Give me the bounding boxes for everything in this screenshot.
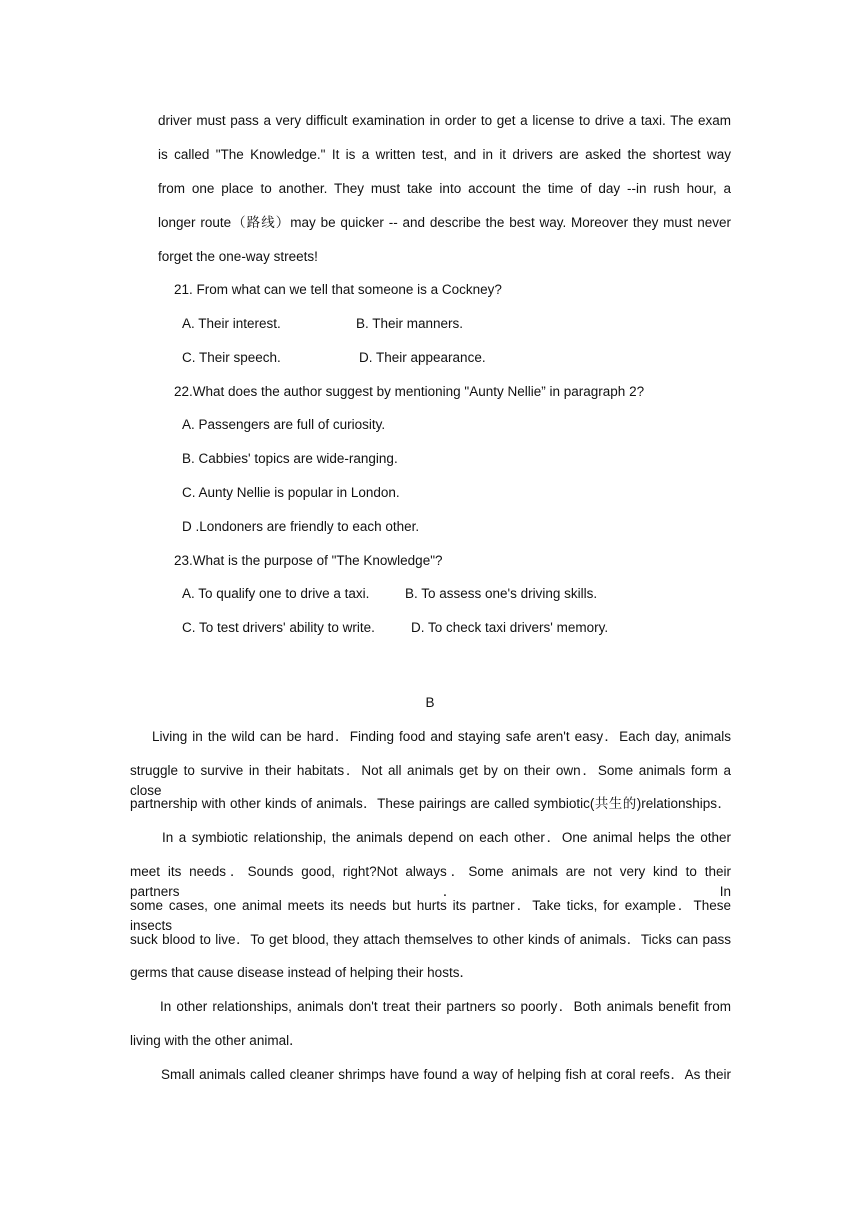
question-23-option-d: D. To check taxi drivers' memory. xyxy=(411,620,609,635)
section-b-line-9: In other relationships, animals don't treat their partners so poorly．Both animals benefit from xyxy=(160,999,731,1014)
question-23-option-b: B. To assess one's driving skills. xyxy=(405,586,598,601)
question-22-option-d: D .Londoners are friendly to each other. xyxy=(182,519,420,534)
passage-a-line-3: from one place to another. They must take into account the time of day --in rush hour, a xyxy=(158,181,731,196)
question-21-option-b: B. Their manners. xyxy=(356,316,464,331)
section-b-line-10: living with the other animal． xyxy=(130,1033,303,1048)
question-21-option-c: C. Their speech. xyxy=(182,350,281,365)
question-22-option-a: A. Passengers are full of curiosity. xyxy=(182,417,386,432)
section-b-line-2: struggle to survive in their habitats．Not all animals get by on their own．Some animals form a close xyxy=(130,763,731,798)
question-21-option-d: D. Their appearance. xyxy=(359,350,486,365)
section-b-line-7: suck blood to live．To get blood, they attach themselves to other kinds of animals．Ticks can pass xyxy=(130,932,731,947)
question-22-option-c: C. Aunty Nellie is popular in London. xyxy=(182,485,400,500)
question-21-stem: 21. From what can we tell that someone is a Cockney? xyxy=(174,282,502,297)
section-b-line-5: meet its needs．Sounds good, right?Not always．Some animals are not very kind to their partners．In xyxy=(130,864,731,899)
passage-a-line-2: is called "The Knowledge." It is a written test, and in it drivers are asked the shortest way xyxy=(158,147,731,162)
section-b-line-11: Small animals called cleaner shrimps have found a way of helping fish at coral reefs．As their xyxy=(161,1067,731,1082)
question-23-option-a: A. To qualify one to drive a taxi. xyxy=(182,586,370,601)
section-b-heading: B xyxy=(425,695,435,710)
passage-a-line-5: forget the one-way streets! xyxy=(158,249,318,264)
question-21-option-a: A. Their interest. xyxy=(182,316,281,331)
passage-a-line-4: longer route（路线）may be quicker -- and describe the best way. Moreover they must never xyxy=(158,215,731,230)
question-22-stem: 22.What does the author suggest by mentioning "Aunty Nellie” in paragraph 2? xyxy=(174,384,645,399)
section-b-line-6: some cases, one animal meets its needs but hurts its partner．Take ticks, for example．These insects xyxy=(130,898,731,933)
section-b-line-1: Living in the wild can be hard．Finding food and staying safe aren't easy．Each day, animals xyxy=(152,729,731,744)
section-b-line-3: partnership with other kinds of animals．These pairings are called symbiotic(共生的)relationships． xyxy=(130,796,731,811)
question-23-option-c: C. To test drivers' ability to write. xyxy=(182,620,375,635)
passage-a-line-1: driver must pass a very difficult examination in order to get a license to drive a taxi. The exam xyxy=(158,113,731,128)
question-23-stem: 23.What is the purpose of "The Knowledge"? xyxy=(174,553,443,568)
section-b-line-4: In a symbiotic relationship, the animals depend on each other．One animal helps the other xyxy=(162,830,731,845)
section-b-line-8: germs that cause disease instead of helping their hosts． xyxy=(130,965,473,980)
question-22-option-b: B. Cabbies' topics are wide-ranging. xyxy=(182,451,398,466)
